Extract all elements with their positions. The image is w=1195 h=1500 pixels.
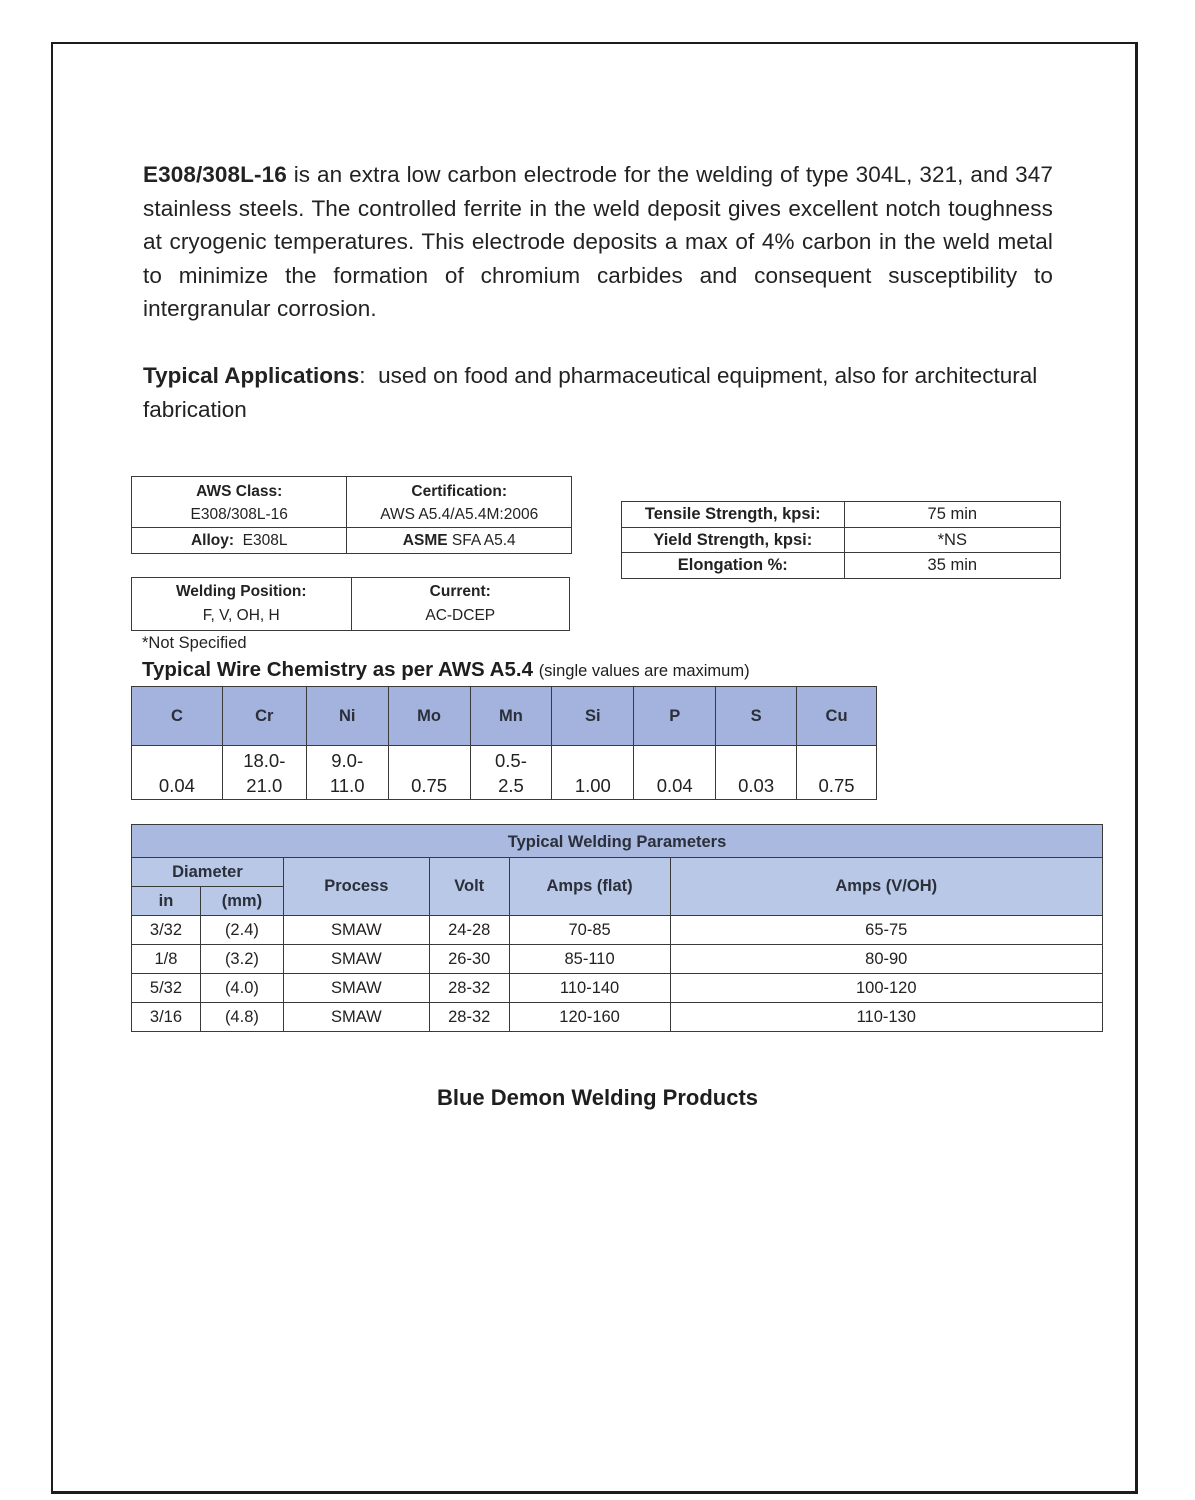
volt-cell: 26-30 bbox=[429, 945, 509, 974]
mechanical-row bbox=[622, 553, 1061, 579]
value-line-2: 11.0 bbox=[329, 775, 365, 796]
chemistry-element-value bbox=[716, 746, 797, 800]
chemistry-element-value bbox=[388, 746, 470, 800]
chemistry-element-header: Cu bbox=[797, 687, 877, 746]
amps-flat-cell: 70-85 bbox=[509, 916, 670, 945]
aws-class-value: E308/308L-16 bbox=[132, 503, 347, 528]
mechanical-row bbox=[622, 527, 1061, 553]
value-line-1 bbox=[552, 748, 633, 773]
value-line-2: 0.04 bbox=[158, 775, 195, 796]
welding-parameters-table bbox=[131, 824, 1103, 1032]
chemistry-element-value bbox=[306, 746, 388, 800]
chemistry-element-value bbox=[222, 746, 306, 800]
certification-label: Certification: bbox=[347, 477, 572, 504]
chemistry-element-header: Cr bbox=[222, 687, 306, 746]
alloy-cell bbox=[132, 528, 347, 554]
value-line-2: 0.04 bbox=[656, 775, 693, 796]
diameter-mm-cell: (4.0) bbox=[200, 974, 283, 1003]
value-line-1 bbox=[132, 748, 222, 773]
value-line-1 bbox=[797, 748, 876, 773]
tensile-strength-label: Tensile Strength, kpsi: bbox=[622, 502, 845, 528]
amps-flat-header: Amps (flat) bbox=[509, 858, 670, 916]
diameter-in-header: in bbox=[132, 887, 201, 916]
chemistry-element-value bbox=[470, 746, 552, 800]
diameter-in-cell: 3/16 bbox=[132, 1003, 201, 1032]
asme-label: ASME bbox=[402, 531, 448, 549]
diameter-mm-cell: (3.2) bbox=[200, 945, 283, 974]
applications-text: used on food and pharmaceutical equipment, also for architectural fabrication bbox=[143, 363, 1038, 422]
amps-voh-cell: 65-75 bbox=[670, 916, 1103, 945]
value-line-2: 21.0 bbox=[246, 775, 283, 796]
asme-cell bbox=[347, 528, 572, 554]
volt-cell: 28-32 bbox=[429, 1003, 509, 1032]
company-name bbox=[0, 1085, 1195, 1111]
product-code: E308/308L-16 bbox=[143, 162, 287, 187]
aws-class-label: AWS Class: bbox=[132, 477, 347, 504]
value-line-2: 0.03 bbox=[738, 775, 775, 796]
current-value: AC-DCEP bbox=[351, 604, 570, 631]
alloy-label: Alloy: bbox=[190, 531, 235, 549]
welding-parameters-row bbox=[132, 945, 1103, 974]
welding-position-label: Welding Position: bbox=[132, 578, 352, 605]
diameter-mm-header: (mm) bbox=[200, 887, 283, 916]
applications-separator: : bbox=[359, 363, 379, 388]
welding-parameters-row bbox=[132, 1003, 1103, 1032]
asme-value: SFA A5.4 bbox=[451, 531, 516, 549]
company-name-text: Blue Demon Welding Products bbox=[436, 1085, 759, 1110]
welding-parameters-row bbox=[132, 974, 1103, 1003]
welding-parameters-title: Typical Welding Parameters bbox=[132, 825, 1103, 858]
chemistry-element-header: P bbox=[634, 687, 716, 746]
mechanical-row bbox=[622, 502, 1061, 528]
volt-header: Volt bbox=[429, 858, 509, 916]
amps-voh-cell: 100-120 bbox=[670, 974, 1103, 1003]
welding-parameters-row bbox=[132, 916, 1103, 945]
value-line-1: 0.5- bbox=[495, 750, 527, 771]
chemistry-element-value bbox=[552, 746, 634, 800]
value-line-2: 0.75 bbox=[818, 775, 855, 796]
yield-strength-value: *NS bbox=[844, 527, 1060, 553]
description-text: is an extra low carbon electrode for the welding of type 304L, 321, and 347 stainless steels. The controlled ferrite in the weld deposit gives excellent notch toughness at cryogenic temperatures. This electrode deposits a max of 4% carbon in the weld metal to minimize the formation of chromium carbides and consequent susceptibility to intergranular corrosion. bbox=[143, 162, 1053, 321]
chemistry-title bbox=[142, 658, 750, 682]
diameter-mm-cell: (2.4) bbox=[200, 916, 283, 945]
process-cell: SMAW bbox=[283, 945, 429, 974]
elongation-value: 35 min bbox=[844, 553, 1060, 579]
chemistry-element-value bbox=[797, 746, 877, 800]
value-line-1 bbox=[389, 748, 470, 773]
value-line-1 bbox=[634, 748, 715, 773]
position-current-table bbox=[131, 577, 570, 631]
chemistry-value-row bbox=[132, 746, 877, 800]
diameter-in-cell: 5/32 bbox=[132, 974, 201, 1003]
volt-cell: 24-28 bbox=[429, 916, 509, 945]
process-cell: SMAW bbox=[283, 1003, 429, 1032]
diameter-header: Diameter bbox=[132, 858, 284, 887]
chemistry-element-header: Ni bbox=[306, 687, 388, 746]
applications-label: Typical Applications bbox=[143, 363, 360, 388]
certification-value: AWS A5.4/A5.4M:2006 bbox=[347, 503, 572, 528]
chemistry-element-header: Mo bbox=[388, 687, 470, 746]
diameter-in-cell: 1/8 bbox=[132, 945, 201, 974]
process-cell: SMAW bbox=[283, 916, 429, 945]
not-specified-note: *Not Specified bbox=[142, 634, 247, 652]
value-line-2: 2.5 bbox=[498, 775, 524, 796]
amps-voh-cell: 80-90 bbox=[670, 945, 1103, 974]
volt-cell: 28-32 bbox=[429, 974, 509, 1003]
amps-flat-cell: 85-110 bbox=[509, 945, 670, 974]
typical-applications bbox=[143, 359, 1043, 426]
amps-flat-cell: 110-140 bbox=[509, 974, 670, 1003]
process-header: Process bbox=[283, 858, 429, 916]
yield-strength-label: Yield Strength, kpsi: bbox=[622, 527, 845, 553]
amps-voh-cell: 110-130 bbox=[670, 1003, 1103, 1032]
chemistry-element-header: S bbox=[716, 687, 797, 746]
value-line-2: 1.00 bbox=[574, 775, 611, 796]
alloy-value: E308L bbox=[242, 531, 288, 549]
tensile-strength-value: 75 min bbox=[844, 502, 1060, 528]
chemistry-element-value bbox=[132, 746, 223, 800]
welding-position-value: F, V, OH, H bbox=[132, 604, 352, 631]
value-line-1: 18.0- bbox=[243, 750, 286, 771]
amps-voh-header: Amps (V/OH) bbox=[670, 858, 1103, 916]
value-line-1: 9.0- bbox=[331, 750, 364, 771]
amps-flat-cell: 120-160 bbox=[509, 1003, 670, 1032]
chemistry-element-header: Si bbox=[552, 687, 634, 746]
chemistry-element-value bbox=[634, 746, 716, 800]
diameter-mm-cell: (4.8) bbox=[200, 1003, 283, 1032]
chemistry-element-header: Mn bbox=[470, 687, 552, 746]
value-line-2: 0.75 bbox=[411, 775, 448, 796]
chemistry-table bbox=[131, 686, 877, 800]
chemistry-header-row bbox=[132, 687, 877, 746]
product-description bbox=[143, 158, 1053, 326]
chemistry-subtitle: (single values are maximum) bbox=[538, 662, 750, 680]
elongation-label: Elongation %: bbox=[622, 553, 845, 579]
process-cell: SMAW bbox=[283, 974, 429, 1003]
current-label: Current: bbox=[351, 578, 570, 605]
mechanical-properties-table bbox=[621, 501, 1061, 579]
value-line-1 bbox=[716, 748, 796, 773]
chemistry-title-text: Typical Wire Chemistry as per AWS A5.4 bbox=[142, 658, 533, 681]
chemistry-element-header: C bbox=[132, 687, 223, 746]
diameter-in-cell: 3/32 bbox=[132, 916, 201, 945]
classification-table bbox=[131, 476, 572, 554]
